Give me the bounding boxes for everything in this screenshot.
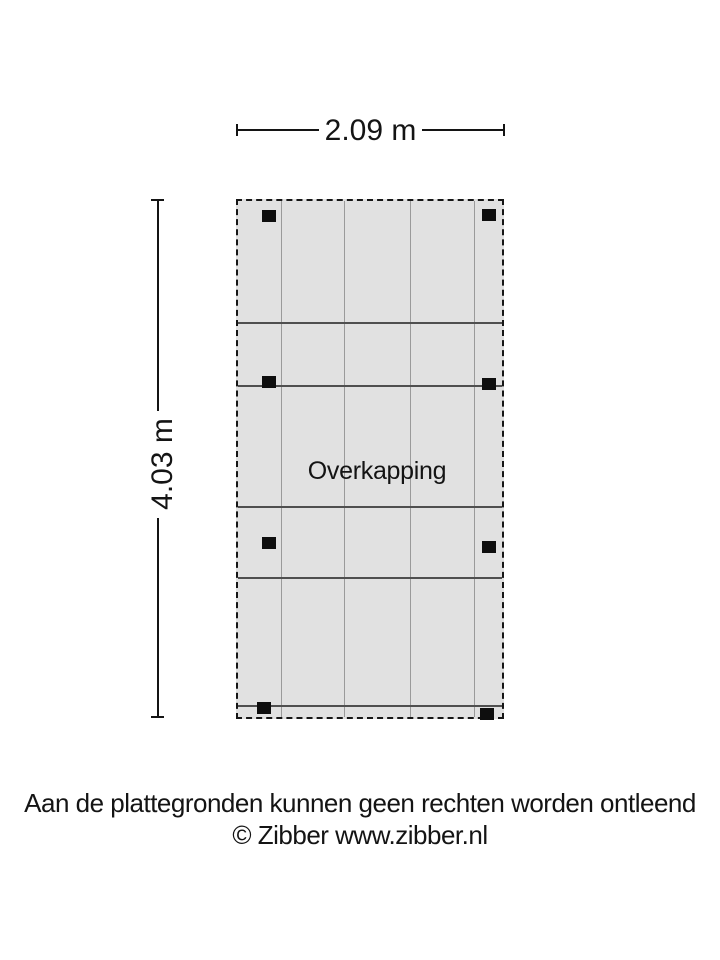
- dimension-tick-bottom: [151, 716, 164, 718]
- roof-beam-line: [238, 577, 502, 579]
- dimension-tick-right: [503, 124, 505, 136]
- dimension-line-top: [157, 200, 159, 411]
- roof-beam-line: [238, 705, 502, 707]
- room-label: Overkapping: [307, 457, 447, 485]
- post-marker: [480, 708, 494, 720]
- post-marker: [482, 209, 496, 221]
- roof-beam-line: [238, 506, 502, 508]
- height-dimension-label: 4.03 m: [146, 418, 179, 510]
- dimension-line-right: [422, 129, 504, 131]
- post-marker: [482, 378, 496, 390]
- dimension-line-bottom: [157, 518, 159, 717]
- post-marker: [262, 376, 276, 388]
- footer-disclaimer: Aan de plattegronden kunnen geen rechten worden ontleend: [24, 788, 696, 818]
- post-marker: [482, 541, 496, 553]
- floorplan-outline: [236, 199, 504, 719]
- footer: [0, 787, 720, 851]
- roof-beam-line: [238, 322, 502, 324]
- post-marker: [262, 210, 276, 222]
- footer-copyright: © Zibber www.zibber.nl: [232, 820, 488, 850]
- roof-beam-line: [238, 385, 502, 387]
- post-marker: [257, 702, 271, 714]
- width-dimension-label: 2.09 m: [324, 114, 417, 147]
- post-marker: [262, 537, 276, 549]
